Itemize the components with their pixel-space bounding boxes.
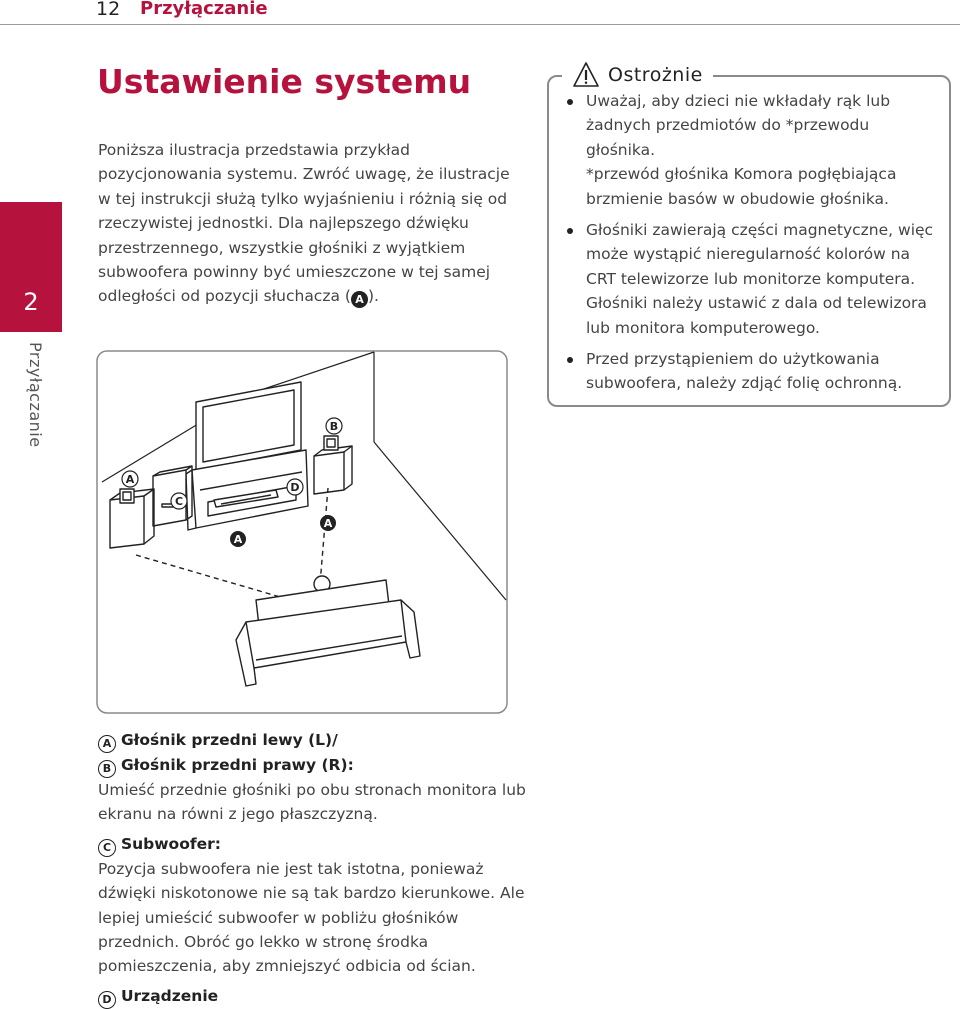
legend [98,728,528,1009]
legend-c-desc: Pozycja subwoofera nie jest tak istotna, ponieważ dźwięki niskotonowe nie są tak bardzo kierunkowe. Ale lepiej umieścić subwoofer w pobliżu głośników przednich. Obróć go lekko w stronę środka pomieszczenia, aby zmniejszyć odbicia od ścian. [98,859,525,976]
caution-title: Ostrożnie [608,64,703,86]
legend-d-marker: D [98,991,116,1009]
chapter-label: Przyłączanie [26,342,45,448]
warning-triangle-icon [572,61,600,89]
legend-b-marker: B [98,760,116,778]
marker-a-badge: A [351,291,368,308]
caution-item: Przed przystąpieniem do użytkowania subwoofera, należy zdjąć folię ochronną. [566,347,936,396]
header-rule [0,24,960,25]
legend-a-term: Głośnik przedni lewy (L)/ [120,731,338,749]
legend-a [98,728,528,753]
label-b: B [329,420,339,433]
label-a-right: A [323,517,333,530]
caution-header [562,58,713,92]
legend-b [98,753,528,778]
label-c: C [174,495,184,508]
legend-c-term: Subwoofer: [120,834,221,853]
caution-list [566,89,936,403]
legend-b-term: Głośnik przedni prawy (R): [120,756,354,774]
label-d: D [290,481,300,494]
legend-a-marker: A [98,735,116,753]
label-a-left: A [125,473,135,486]
caution-item: Głośniki zawierają części magnetyczne, więc może wystąpić nieregularność kolorów na CRT telewizorze lub monitorze komputera. Głośniki należy ustawić z dala od telewizora lub monitora komputerowego. [566,218,936,340]
chapter-number: 2 [23,288,39,316]
page-number: 12 [96,0,121,20]
intro-paragraph [98,138,518,309]
legend-d [98,984,528,1009]
running-title: Przyłączanie [140,0,268,19]
speaker-placement-illustration [96,350,508,714]
label-a-mid: A [233,533,243,546]
intro-text: Poniższa ilustracja przedstawia przykład pozycjonowania systemu. Zwróć uwagę, że ilustracje w tej instrukcji służą tylko wyjaśnieniu i różnią się od rzeczywistej jednostki. Dla najlepszego dźwięku przestrzennego, wszystkie głośniki z wyjątkiem subwoofera powinny być umieszczone w tej samej odległości od pozycji słuchacza ( [98,141,510,306]
legend-d-term: Urządzenie [120,986,219,1005]
intro-suffix: ). [367,287,379,306]
section-title: Ustawienie systemu [97,62,472,101]
legend-c [98,832,528,857]
legend-ab-desc: Umieść przednie głośniki po obu stronach monitora lub ekranu na równi z jego płaszczyzną. [98,781,526,824]
caution-item: Uważaj, aby dzieci nie wkładały rąk lub żadnych przedmiotów do *przewodu głośnika. *przewód głośnika Komora pogłębiająca brzmienie basów w obudowie głośnika. [566,89,936,211]
legend-c-marker: C [98,839,116,857]
